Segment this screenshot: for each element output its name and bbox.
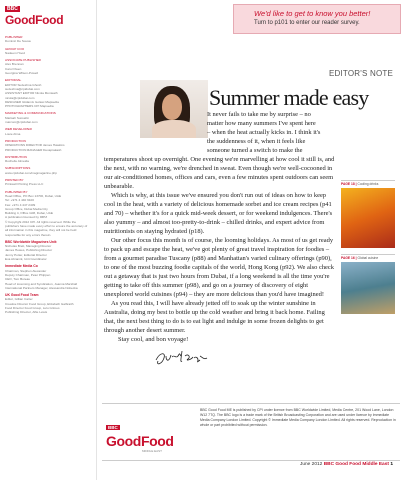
editor-signature bbox=[152, 342, 212, 372]
letter-paragraph: – when the heat actually kicks in. I think it's bbox=[207, 129, 321, 136]
credit-heading: PRINTED BY bbox=[5, 178, 24, 183]
credit-line: Editor, Gillian Carter bbox=[5, 297, 33, 302]
letter-paragraph: temperatures shoot up overnight. One evening we're marvelling at how cool it still is, and the next, with no warning, we're drenched in sweat. Even though we're well-cocooned in our air-conditioned homes, offices and cars, even a few minutes spent outdoors can seem unbearable. bbox=[104, 156, 335, 190]
footer-bbc-badge: BBC bbox=[108, 425, 118, 430]
credit-group-heading: BBC Worldwide Magazines Unit: bbox=[5, 239, 58, 244]
credits-column bbox=[0, 0, 97, 480]
credit-line: Carol Owen bbox=[5, 66, 22, 71]
footer-brand-name: GoodFood bbox=[106, 433, 174, 449]
page-title: Summer made easy bbox=[209, 85, 369, 110]
credit-line: DESIGNER Glidamix Isolasc Mapsedia bbox=[5, 99, 59, 104]
credit-line: Fax: +971 4 447 2409 bbox=[5, 202, 36, 207]
letter-paragraph: Our other focus this month is of course, the looming holidays. As most of us get ready to pack up and escape the heat, we've got plenty of great travel inspiration for foodies – from a gourmet paradise Tuscany (p88) and Manhattan's varied culinary offerings (p90), to one of the most buzzing foodie capitals of the world, Hong Kong (p92). We also check out a getaway that is just two hours from Dubai, if a long weekend is all the time you're getting to take off this summer (p98), and go on a journey of discovery of eight unexplored world cuisines (p94) – they are more delicious than you'd have imagined! bbox=[104, 237, 334, 298]
credit-line: nicola@cpidubai.com bbox=[5, 95, 35, 100]
magazine-logo bbox=[5, 6, 65, 28]
section-label: EDITOR'S NOTE bbox=[329, 69, 393, 78]
credit-line: Georgina Wilson-Powell bbox=[5, 71, 39, 76]
letter-paragraph: As you read this, I will have already jetted off to soak up the winter sunshine in Australia, doing my best to bottle up the cold weather and bring it back home. Failing that, the next best thing to do is to eat light and indulge in some frozen delights to get through another desert summer. bbox=[104, 300, 325, 334]
footer-logo bbox=[106, 416, 174, 453]
survey-title: We'd like to get to know you better! bbox=[254, 9, 371, 18]
credit-line: Alex Brennan bbox=[5, 62, 24, 67]
credit-line: Food Director Food Group, Lulu Grimes bbox=[5, 306, 60, 311]
survey-banner[interactable] bbox=[233, 4, 401, 34]
editor-letter bbox=[104, 110, 335, 344]
letter-paragraph: It never fails to take me by surprise – no bbox=[207, 111, 311, 118]
credit-line: © Copyright 2012 CPI. All rights reserved. While the publishers have made every effort to ensure the accuracy of all information in this magazine, they will not be held responsible for any errors therein. bbox=[5, 219, 88, 237]
credit-line: sudeshna@cpidubai.com bbox=[5, 86, 40, 91]
credit-line: Rochelle Almeida bbox=[5, 159, 29, 164]
brand-name: GoodFood bbox=[5, 13, 64, 27]
credit-line: Nicholas Brett, Managing Director bbox=[5, 244, 52, 249]
letter-paragraph: someone turned a switch to make the bbox=[207, 147, 303, 154]
page-footer: June 2012 BBC Good Food Middle East 1 bbox=[299, 462, 393, 467]
credit-line: Building 4, Office G08, Dubai, UAE bbox=[5, 211, 53, 216]
credit-line: PHOTOGRAPHERS CPI Mapsedia bbox=[5, 104, 54, 109]
preview-label-1: PAGE 18 | Cooling drinks bbox=[341, 180, 395, 186]
preview-label-2: PAGE 16 | Global cuisine bbox=[341, 254, 395, 260]
credit-line: marcom@cpidubai.com bbox=[5, 120, 38, 125]
credit-line: PRODUCTION MANAGER Devaprakash bbox=[5, 147, 62, 152]
letter-paragraph: matter how many summers I've spent here bbox=[207, 120, 316, 127]
credit-line: Deputy Chairman, Peter Phippen bbox=[5, 272, 51, 277]
credit-group-heading: UK Good Food Team bbox=[5, 293, 39, 298]
credit-line: Printwell Printing Press LLC bbox=[5, 182, 44, 187]
credit-line: Dominic De Sousa bbox=[5, 39, 31, 44]
bbc-badge: BBC bbox=[7, 6, 18, 12]
footer-box bbox=[102, 403, 400, 461]
credit-heading: EDITORIAL bbox=[5, 78, 22, 83]
sidebar-previews bbox=[341, 180, 395, 314]
credit-line: Eva Abramik, Unit Coordinator bbox=[5, 257, 47, 262]
credit-line: James Hewes, Publishing Director bbox=[5, 248, 53, 253]
letter-paragraph: the suddenness of it, when it feels like bbox=[207, 138, 306, 145]
credit-heading: SUBSCRIPTIONS bbox=[5, 166, 31, 171]
credit-heading: ASSOCIATE PUBLISHER bbox=[5, 58, 41, 63]
letter-paragraph: Which is why, at this issue we've ensured you don't run out of ideas on how to keep cool in the heat, with a variety of delicious homemade sorbet and ice cream recipes (p41 and 70) – whether it's for a quick mid-week dessert, or for weekend indulgences. There's also yummy – and almost too-pretty-to-drink – chilled drinks, and expert advice from nutritionists on staying hydrated (p18). bbox=[104, 192, 333, 235]
drinks-image bbox=[341, 188, 395, 248]
credit-line: Publishing Director, Alfie Lewis bbox=[5, 310, 48, 315]
credit-line: Tel: +971 4 440 9100 bbox=[5, 198, 34, 203]
credit-line: www.cpidubai.com/magmagazine.php bbox=[5, 170, 57, 175]
credit-group-heading: Immediate Media Co bbox=[5, 264, 38, 269]
credit-line: A publication licensed by IMPZ bbox=[5, 215, 48, 220]
credit-heading: MARKETING & COMMUNICATIONS bbox=[5, 111, 56, 116]
credit-line: OPERATIONS DIRECTOR James Hawkins bbox=[5, 143, 65, 148]
credit-line: EDITOR Sudeshna Ghosh bbox=[5, 82, 42, 87]
credit-line: Marisah Sumairin bbox=[5, 115, 30, 120]
credit-heading: PUBLISHED BY bbox=[5, 189, 28, 194]
masthead bbox=[5, 32, 91, 315]
cuisine-image bbox=[341, 262, 395, 314]
credit-heading: PUBLISHER bbox=[5, 35, 23, 39]
legal-notice: BBC Good Food ME is published by CPI under licence from BBC Worldwide Limited, Media Centre, 201 Wood Lane, London W12 7TQ. The BBC logo is a trade mark of the British Broadcasting Corporation and are used under licence by Immediate Media Company London Limited. Copyright © Immediate Media Company London Limited. All rights reserved. Reproduction in whole or part prohibited without permission. bbox=[200, 408, 396, 427]
credit-line: Group Office, Dubai Media City bbox=[5, 206, 48, 211]
credit-line: Chairman, Stephen Alexander bbox=[5, 268, 47, 273]
credit-line: Head Office, PO Box 13700, Dubai, UAE bbox=[5, 193, 62, 198]
credit-line: Louie Alma bbox=[5, 131, 21, 136]
credit-heading: GROUP COO bbox=[5, 46, 25, 51]
credit-line: International Partners Manager, Alessandra Nobecka bbox=[5, 285, 78, 290]
letter-paragraph: Stay cool, and bon voyage! bbox=[118, 336, 189, 343]
credit-heading: WEB DEVELOPER bbox=[5, 127, 32, 132]
credit-heading: DISTRIBUTION bbox=[5, 154, 27, 159]
footer-brand-tag: MIDDLE EAST bbox=[141, 449, 162, 453]
credit-line: ASSISTANT EDITOR Nicola Monteath bbox=[5, 91, 58, 96]
credit-line: Jenny Potter, Editorial Director bbox=[5, 252, 47, 257]
credit-line: Creative Director Food Group, Elizabeth Galbraith bbox=[5, 301, 74, 306]
survey-subtitle: Turn to p101 to enter our reader survey. bbox=[254, 20, 360, 26]
credit-line: CEO, Tom Bureau bbox=[5, 277, 31, 282]
credit-heading: PRODUCTION bbox=[5, 138, 26, 143]
credit-line: Nadeem Hood bbox=[5, 50, 25, 55]
credit-line: Head of Licensing and Syndication, Joanna Marshall bbox=[5, 281, 78, 286]
